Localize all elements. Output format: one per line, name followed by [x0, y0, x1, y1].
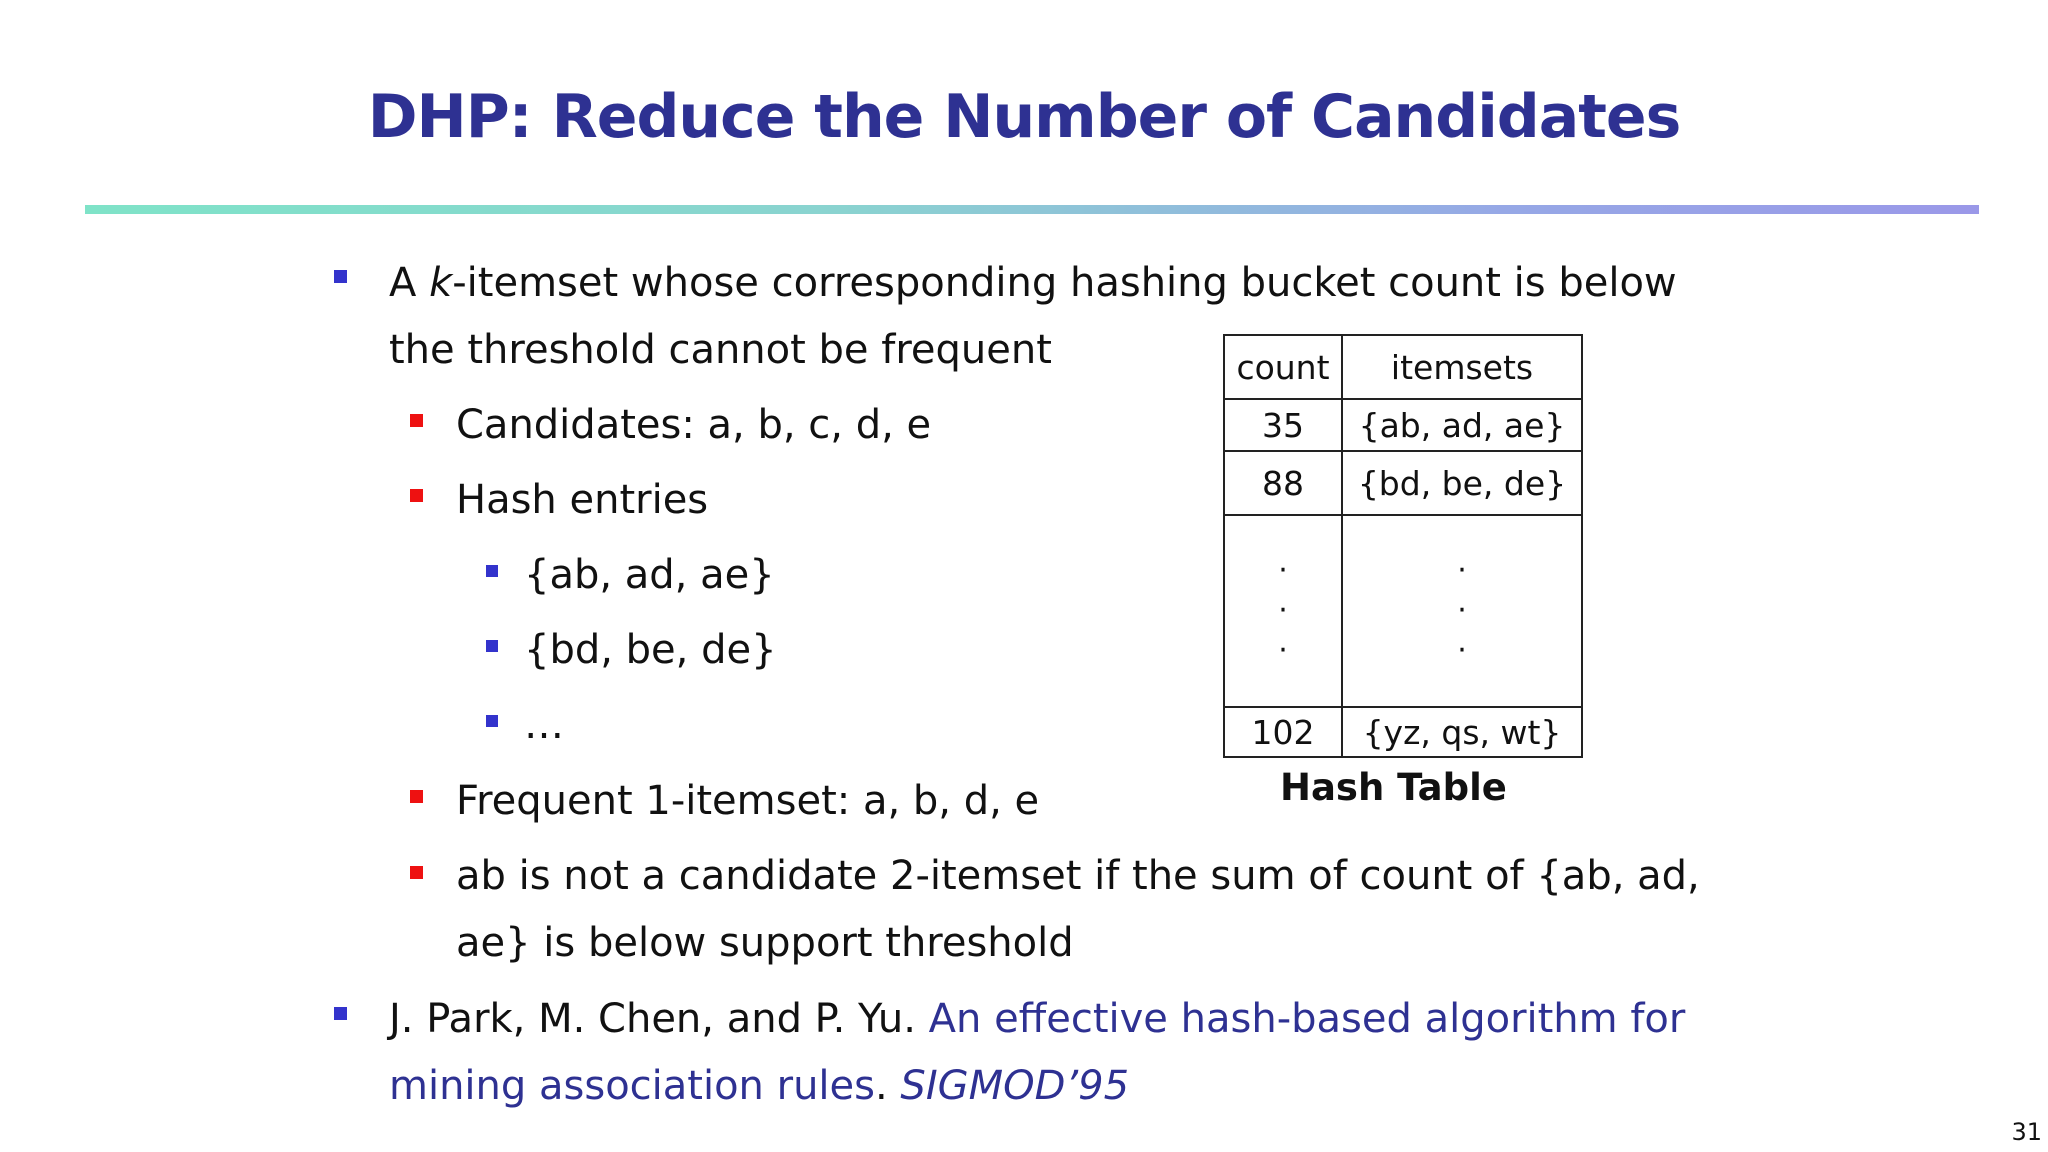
sub-bullet-marker: [410, 866, 423, 879]
hash-cell-ellipsis: · · ·: [1224, 515, 1342, 707]
hash-entry-2: {bd, be, de}: [524, 627, 777, 673]
hash-entry-ellipsis: …: [524, 702, 564, 748]
bullet-text: A k-itemset whose corresponding hashing bucket count is below: [389, 260, 1677, 306]
sub-bullet-frequent: Frequent 1-itemset: a, b, d, e: [456, 778, 1040, 824]
hash-cell-itemsets: {ab, ad, ae}: [1342, 399, 1582, 451]
hash-cell-count: 102: [1224, 707, 1342, 757]
reference-link-cont[interactable]: mining association rules: [389, 1063, 875, 1109]
reference-venue: SIGMOD’95: [900, 1063, 1130, 1109]
bullet-text-cont: the threshold cannot be frequent: [389, 327, 1052, 373]
slide-title: DHP: Reduce the Number of Candidates: [367, 82, 1681, 152]
reference-line1: J. Park, M. Chen, and P. Yu. An effective hash-based algorithm for: [389, 996, 1686, 1042]
sub-bullet-marker: [410, 414, 423, 427]
sub-bullet-marker: [410, 489, 423, 502]
hash-header-itemsets: itemsets: [1342, 335, 1582, 399]
hash-cell-count: 88: [1224, 451, 1342, 515]
bullet-marker: [334, 1007, 347, 1020]
sub-sub-bullet-marker: [486, 565, 498, 577]
title-divider: [85, 205, 1979, 214]
sub-bullet-marker: [410, 790, 423, 803]
sub-sub-bullet-marker: [486, 715, 498, 727]
hash-header-count: count: [1224, 335, 1342, 399]
hash-cell-count: 35: [1224, 399, 1342, 451]
sub-bullet-hash-entries: Hash entries: [456, 477, 709, 523]
hash-entry-1: {ab, ad, ae}: [524, 552, 775, 598]
reference-line2: mining association rules. SIGMOD’95: [389, 1063, 1130, 1109]
reference-link[interactable]: An effective hash-based algorithm for: [928, 996, 1686, 1042]
page-number: 31: [2011, 1118, 2042, 1146]
sub-bullet-ab: ab is not a candidate 2-itemset if the sum of count of {ab, ad,: [456, 853, 1700, 899]
hash-table-caption: Hash Table: [1280, 766, 1507, 809]
hash-cell-itemsets: {yz, qs, wt}: [1342, 707, 1582, 757]
sub-bullet-ab-cont: ae} is below support threshold: [456, 920, 1074, 966]
sub-bullet-candidates: Candidates: a, b, c, d, e: [456, 402, 932, 448]
hash-table: [1223, 334, 1583, 758]
sub-sub-bullet-marker: [486, 640, 498, 652]
bullet-marker: [334, 270, 347, 283]
hash-cell-ellipsis: · · ·: [1342, 515, 1582, 707]
hash-cell-itemsets: {bd, be, de}: [1342, 451, 1582, 515]
